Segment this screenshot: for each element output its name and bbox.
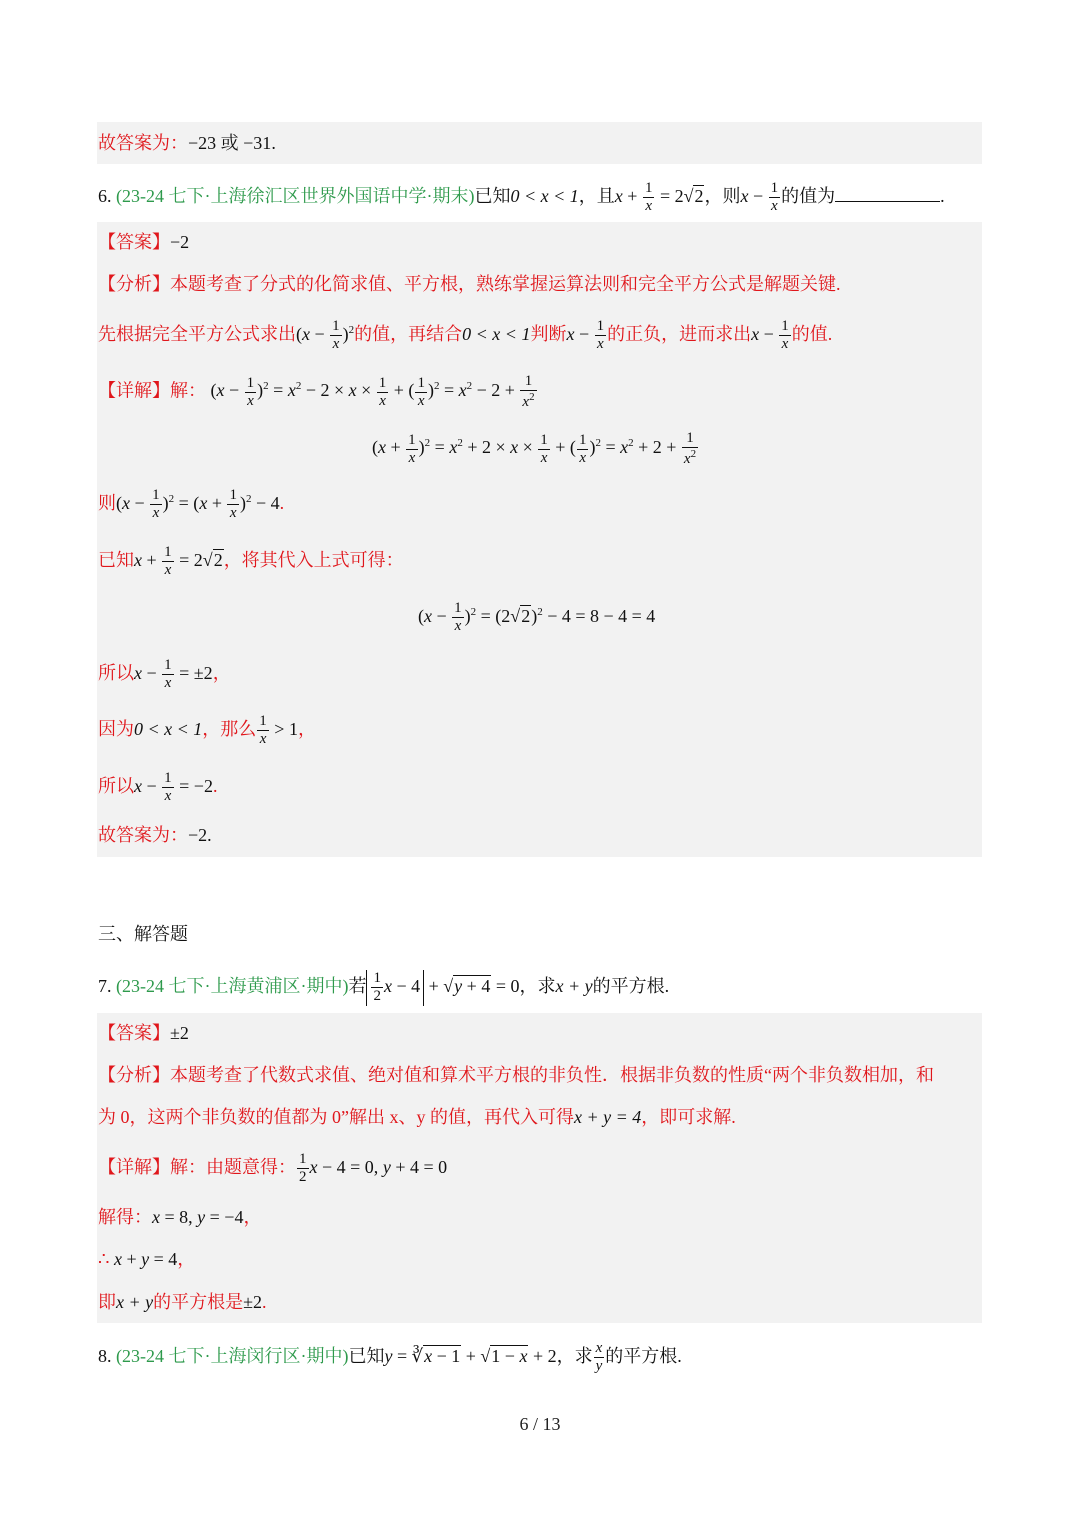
question-6: 6. (23-24 七下·上海徐汇区世界外国语中学·期末)已知0 < x < 1，且x + $\frac{1}{x}$ = 2√2，则x − $\frac{1}{x}$ 的值为 . (98, 180, 945, 215)
total-pages: 13 (542, 1414, 561, 1434)
q6-so-2: 所以x − $\frac{1}{x}$ = −2. (98, 770, 218, 805)
answer-label: 【答案】 (98, 1023, 170, 1043)
question-7 (98, 970, 669, 1006)
math-expression: $\frac{1}{2}$ x − 4 + √y + 4 = 0 (366, 976, 519, 996)
answer-value: −2 (188, 825, 208, 845)
question-text: ，求 (556, 1345, 593, 1366)
q6-detail-1 (98, 373, 538, 412)
detail-text: 因为 (98, 718, 134, 739)
question-source: (23-24 七下·上海闵行区·期中) (116, 1345, 349, 1366)
therefore-symbol: ∴ (98, 1249, 110, 1269)
analysis-text: 的值. (791, 323, 833, 344)
detail-label: 【详解】 (98, 380, 170, 401)
answer-prefix: 故答案为： (98, 133, 188, 153)
question-text: ，求 (519, 975, 556, 996)
q6-so-1: 所以x − $\frac{1}{x}$ = ±2， (98, 657, 231, 692)
current-page: 6 (519, 1414, 529, 1434)
q7-therefore: ∴ x + y = 4， (98, 1249, 196, 1269)
math-expression: x − $\frac{1}{x}$ (740, 180, 779, 215)
previous-answer-line (98, 134, 276, 152)
math-value: ±2 (243, 1292, 263, 1312)
question-text: ，则 (704, 185, 741, 206)
math-equation: (x − $\frac{1}{x}$ )$^2$ = (x + $\frac{1}{x}$ )$^2$ − 4 (116, 487, 280, 522)
question-text: 的平方根. (592, 975, 670, 996)
q6-known (98, 544, 404, 580)
q6-analysis (98, 275, 841, 293)
math-value: = −2 (179, 775, 213, 796)
answer-label: 【答案】 (98, 232, 170, 252)
math-expression: 0 < x < 1 (462, 323, 531, 344)
detail-text: 的平方根是 (153, 1292, 244, 1312)
q7-analysis-2 (98, 1108, 736, 1126)
math-expression: x + y (116, 1292, 154, 1312)
math-equation: (x − $\frac{1}{x}$ )$^2 = (2√2)^2 - 4 = 8 - 4 = 4$ (418, 600, 656, 635)
analysis-text: ，即可求解. (641, 1107, 736, 1127)
math-equation: x + y = 4 (574, 1107, 642, 1127)
q6-because: 因为0 < x < 1，那么 $\frac{1}{x}$ > 1， (98, 713, 316, 748)
math-equation: x + $\frac{1}{x}$ = 2√2 (134, 544, 223, 579)
detail-text: 已知 (98, 549, 134, 570)
question-8 (98, 1340, 682, 1376)
period: . (271, 133, 276, 153)
answer-value: ±2 (170, 1023, 189, 1043)
q6-final-answer: 故答案为：−2. (98, 825, 212, 845)
question-number: 8. (98, 1345, 112, 1366)
math-expression: x + y (555, 975, 593, 996)
q6-substitution (418, 600, 655, 636)
detail-text: ，那么 (202, 718, 257, 739)
question-number: 6. (98, 185, 112, 206)
q6-then: 则(x − $\frac{1}{x}$ )$^2$ = (x + $\frac{1}{x}$ )$^2$ − 4. (98, 487, 285, 522)
question-text: 若 (348, 975, 367, 996)
question-text: 的平方根. (605, 1345, 682, 1366)
section-title: 三、解答题 (98, 924, 188, 944)
question-text: 的值为 (781, 185, 836, 206)
math-condition: 0 < x < 1 (134, 718, 203, 739)
q7-analysis-1 (98, 1066, 934, 1084)
q6-detail-2 (372, 430, 699, 469)
q7-detail (98, 1151, 447, 1187)
detail-text: 解得： (98, 1207, 152, 1227)
answer-value: −23 或 −31 (188, 133, 272, 153)
question-source: (23-24 七下·上海徐汇区世界外国语中学·期末) (116, 185, 475, 206)
math-equation: y = ∛x − 1 + √1 − x + 2 (384, 1345, 557, 1366)
detail-text: 即 (98, 1292, 116, 1312)
detail-text: 则 (98, 492, 116, 513)
page-number (0, 1414, 1080, 1435)
math-expression: x − $\frac{1}{x}$ (751, 318, 789, 353)
page-separator: / (532, 1414, 538, 1434)
analysis-text: 的正负，进而求出 (607, 323, 752, 344)
math-value: = ±2 (179, 662, 213, 683)
analysis-label: 【分析】 (98, 1065, 170, 1085)
math-expression: $\frac{1}{x}$ > 1 (259, 713, 298, 748)
math-equation: x − $\frac{1}{x}$ = ±2 (134, 657, 213, 692)
detail-text: 解：由题意得： (170, 1156, 296, 1177)
answer-prefix: 故答案为： (98, 825, 188, 845)
math-equation: x = 8, y = −4 (152, 1207, 244, 1227)
math-condition: 0 < x < 1 (510, 185, 579, 206)
q7-conclusion: 即x + y的平方根是±2. (98, 1292, 267, 1312)
answer-blank (835, 185, 940, 202)
detail-text: 所以 (98, 775, 134, 796)
math-equation: x + y = 4 (113, 1249, 178, 1269)
detail-label: 【详解】 (98, 1156, 170, 1177)
math-value: > 1 (274, 718, 298, 739)
analysis-text: 的值，再结合 (354, 323, 463, 344)
math-equation: $\frac{1}{2}$ x − 4 = 0, y + 4 = 0 (299, 1151, 448, 1186)
question-source: (23-24 七下·上海黄浦区·期中) (116, 975, 349, 996)
q7-answer (98, 1024, 189, 1042)
detail-text: 解： (170, 380, 206, 401)
q6-answer (98, 233, 189, 251)
question-text: 已知 (474, 185, 511, 206)
math-expression: (x − $\frac{1}{x}$ )$^2$ (296, 318, 355, 353)
analysis-text: 为 0，这两个非负数的值都为 0”解出 x、y 的值，再代入可得 (98, 1107, 574, 1127)
detail-text: 所以 (98, 662, 134, 683)
answer-value: −2 (170, 232, 190, 252)
q7-solve: 解得：x = 8, y = −4， (98, 1207, 262, 1227)
math-expression: x + $\frac{1}{x}$ = 2√2 (614, 180, 704, 215)
analysis-text: 本题考查了分式的化简求值、平方根，熟练掌握运算法则和完全平方公式是解题关键. (170, 274, 841, 294)
analysis-text: 判断 (530, 323, 567, 344)
question-text: ，且 (578, 185, 615, 206)
analysis-text: 本题考查了代数式求值、绝对值和算术平方根的非负性．根据非负数的性质“两个非负数相加，和 (170, 1065, 934, 1085)
analysis-text: 先根据完全平方公式求出 (98, 323, 296, 344)
detail-text: ，将其代入上式可得： (223, 549, 404, 570)
question-text: 已知 (348, 1345, 385, 1366)
question-number: 7. (98, 975, 112, 996)
math-expression: $\frac{x}{y}$ (595, 1340, 603, 1375)
q6-analysis-2 (98, 318, 832, 354)
analysis-label: 【分析】 (98, 274, 170, 294)
math-equation: (x + $\frac{1}{x}$ )$^2 = x^2 + 2 \times x$ × $\frac{1}{x}$ + ( $\frac{1}{x}$ )$^2 = x^2 + 2$ + $\frac{1}{x^2}$ (372, 430, 697, 468)
math-equation: x − $\frac{1}{x}$ = −2 (134, 770, 213, 805)
math-equation: (x − $\frac{1}{x}$ )$^2 = x^2 - 2 \times x$ × $\frac{1}{x}$ + ( $\frac{1}{x}$ )$^2 = x^2 - 2$ + $\frac{1}{x^2}$ (210, 373, 535, 411)
math-expression: x − $\frac{1}{x}$ (566, 318, 605, 353)
